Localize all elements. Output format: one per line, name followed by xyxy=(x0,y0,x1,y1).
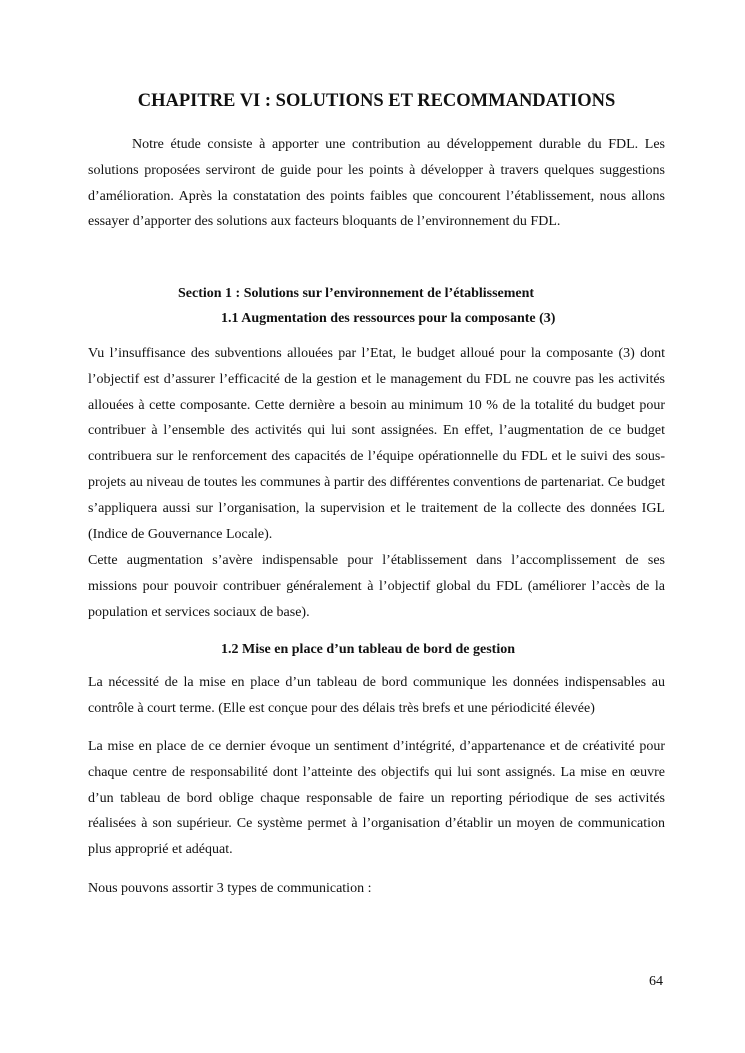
intro-paragraph: Notre étude consiste à apporter une contribution au développement durable du FDL. Les solutions proposées serviront de guide pour les points à développer à travers quelques suggestions d’amélioration. Après la constatation des points faibles que concourent l’établissement, nous allons essayer d’apporter des solutions aux facteurs bloquants de l’environnement du FDL. xyxy=(88,137,665,230)
paragraph-1-2-b: La mise en place de ce dernier évoque un sentiment d’intégrité, d’appartenance et de créativité pour chaque centre de responsabilité dont l’atteinte des objectifs qui lui sont assignés. La mise en œuvre d’un tableau de bord oblige chaque responsable de faire un reporting périodique de ses activités réalisées à son supérieur. Ce système permet à l’organisation d’établir un moyen de communication plus approprié et adéquat. xyxy=(88,739,665,858)
paragraph-1-1-a: Vu l’insuffisance des subventions allouées par l’Etat, le budget alloué pour la composante (3) dont l’objectif est d’assurer l’efficacité de la gestion et le management du FDL ne couvre pas les activités allouées à cette composante. Cette dernière a besoin au minimum 10 % de la totalité du budget pour contribuer à l’ensemble des activités qui lui sont assignées. En effet, l’augmentation de ce budget contribuera sur le renforcement des capacités de l’équipe opérationnelle du FDL et le suivi des sous-projets au niveau de toutes les communes à partir des différentes conventions de partenariat. Ce budget s’appliquera aussi sur l’organisation, la supervision et le traitement de la collecte des données IGL (Indice de Gouvernance Locale). xyxy=(88,346,665,542)
paragraph-1-2-a: La nécessité de la mise en place d’un tableau de bord communique les données indispensables au contrôle à court terme. (Elle est conçue pour des délais très brefs et une périodicité élevée) xyxy=(88,675,665,716)
page-number: 64 xyxy=(649,974,663,989)
subsection-heading-1-2: 1.2 Mise en place d’un tableau de bord de gestion xyxy=(221,642,516,657)
paragraph-1-2-c: Nous pouvons assortir 3 types de communication : xyxy=(88,881,372,896)
paragraph-1-1-b: Cette augmentation s’avère indispensable pour l’établissement dans l’accomplissement de ses missions pour pouvoir contribuer généralement à l’objectif global du FDL (améliorer l’accès de la population et services sociaux de base). xyxy=(88,553,665,620)
subsection-heading-1-1: 1.1 Augmentation des ressources pour la composante (3) xyxy=(221,311,556,326)
section-heading: Section 1 : Solutions sur l’environnement de l’établissement xyxy=(178,286,535,301)
chapter-title: CHAPITRE VI : SOLUTIONS ET RECOMMANDATIONS xyxy=(137,91,616,111)
